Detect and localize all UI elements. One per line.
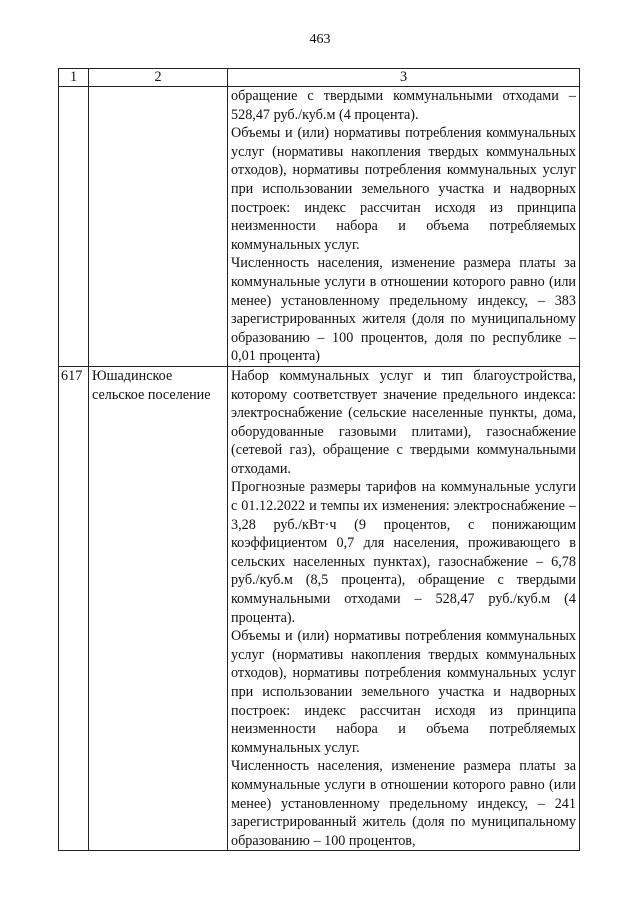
paragraph: Численность населения, изменение размера платы за коммунальные услуги в отношении которого равно (или менее) установленному предельному индексу, – 241 зарегистрированный житель (доля по муниципальному образованию – 100 процентов, <box>231 758 576 849</box>
header-col-3: 3 <box>228 69 580 87</box>
row-number: 617 <box>59 366 89 850</box>
paragraph: Набор коммунальных услуг и тип благоустройства, которому соответствует значение предельного индекса: электроснабжение (сельские населенные пункты, дома, оборудованные газовыми плитами), газоснабжение (сетевой газ), обращение с твердыми коммунальными отходами. <box>231 367 576 477</box>
paragraph: обращение с твердыми коммунальными отходами – 528,47 руб./куб.м (4 процента). <box>231 88 576 123</box>
header-col-1: 1 <box>59 69 89 87</box>
tariff-table <box>58 68 580 851</box>
settlement-name <box>89 87 228 367</box>
settlement-name: Юшадинское сельское поселение <box>89 366 228 850</box>
page-number: 463 <box>309 32 331 47</box>
row-number <box>59 87 89 367</box>
table-header-row <box>59 69 580 87</box>
paragraph: Объемы и (или) нормативы потребления коммунальных услуг (нормативы накопления твердых коммунальных отходов), нормативы потребления коммунальных услуг при использовании земельного участка и надворных построек: индекс рассчитан исходя из принципа неизменности набора и объема потребляемых коммунальных услуг. <box>231 125 576 253</box>
table-row <box>59 366 580 850</box>
paragraph: Объемы и (или) нормативы потребления коммунальных услуг (нормативы накопления твердых коммунальных отходов), нормативы потребления коммунальных услуг при использовании земельного участка и надворных построек: индекс рассчитан исходя из принципа неизменности набора и объема потребляемых коммунальных услуг. <box>231 628 576 756</box>
paragraph: Численность населения, изменение размера платы за коммунальные услуги в отношении которого равно (или менее) установленному предельному индексу, – 383 зарегистрированных жителя (доля по муниципальному образованию – 100 процентов, доля по республике – 0,01 процента) <box>231 255 576 365</box>
table-row <box>59 87 580 367</box>
row-description <box>228 87 580 367</box>
paragraph: Прогнозные размеры тарифов на коммунальные услуги с 01.12.2022 и темпы их изменения: электроснабжение – 3,28 руб./кВт·ч (9 процентов, с понижающим коэффициентом 0,7 для населения, проживающего в сельских населенных пунктах), газоснабжение – 6,78 руб./куб.м (8,5 процента), обращение с твердыми коммунальными отходами – 528,47 руб./куб.м (4 процента). <box>231 479 576 626</box>
row-description <box>228 366 580 850</box>
header-col-2: 2 <box>89 69 228 87</box>
